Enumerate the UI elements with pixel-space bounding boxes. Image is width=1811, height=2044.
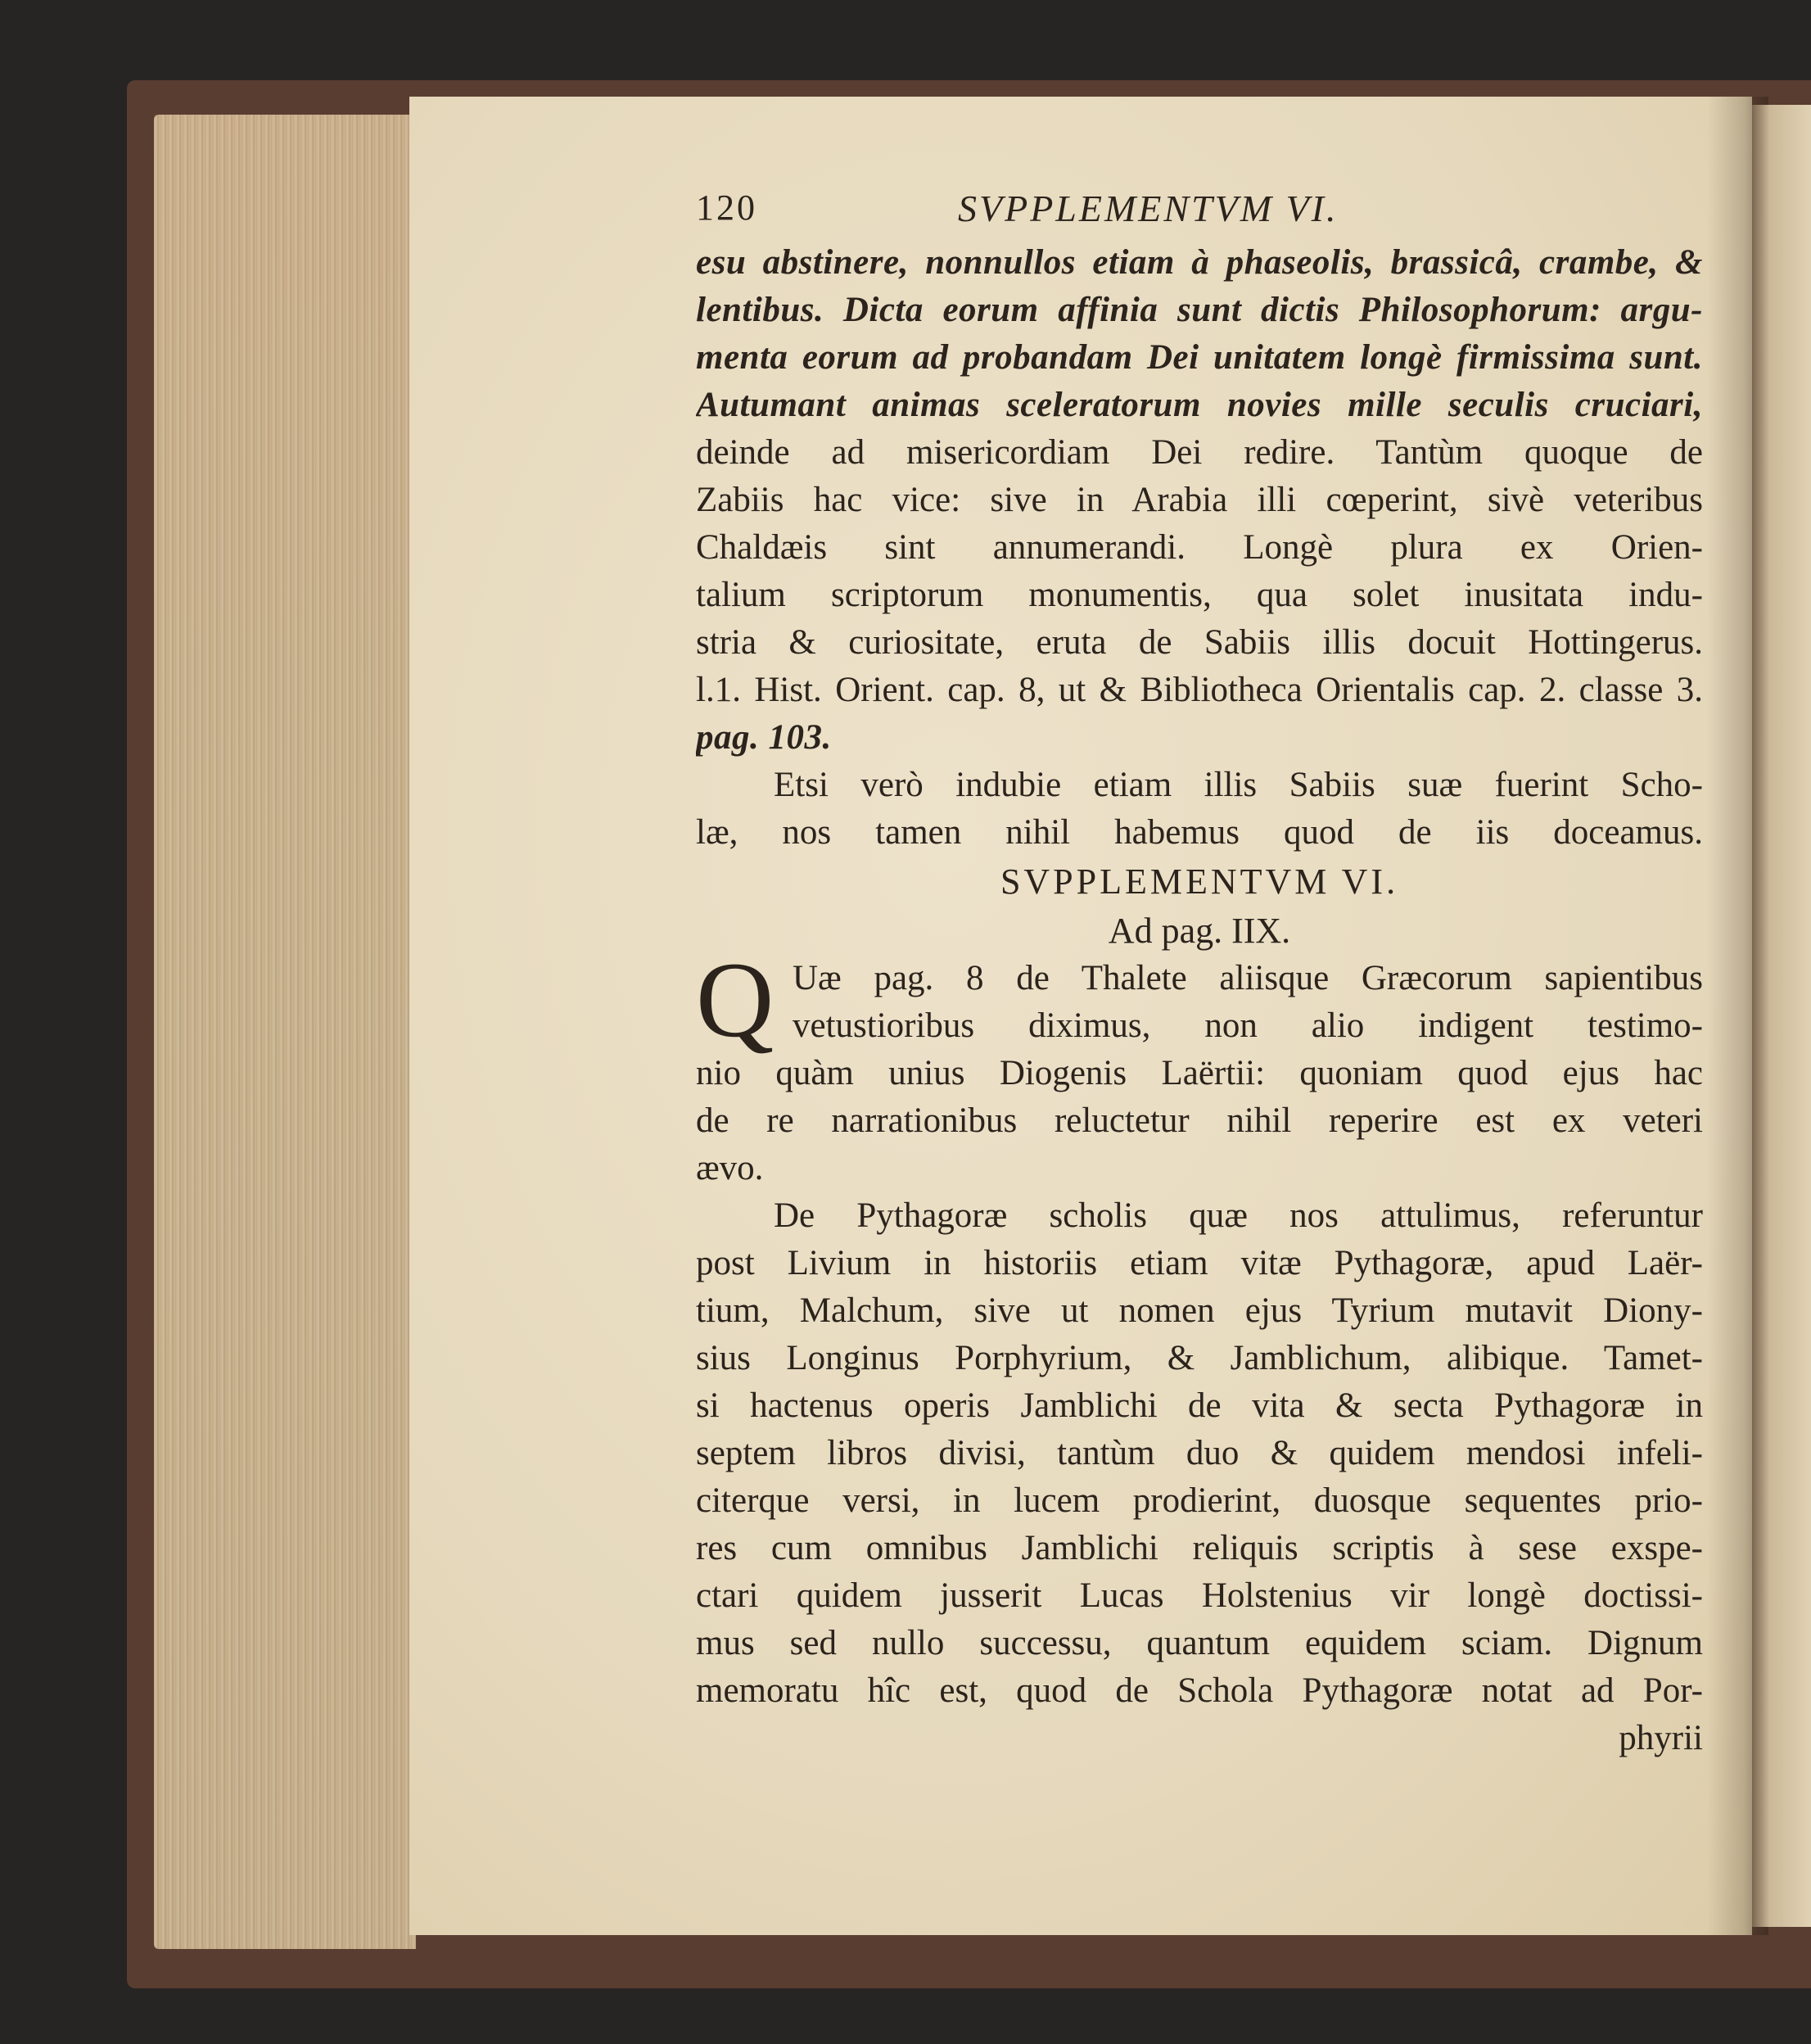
text-line: De Pythagoræ scholis quæ nos attulimus, referuntur	[774, 1196, 1703, 1235]
text-line: de re narrationibus reluctetur nihil reperire est ex veteri	[696, 1101, 1703, 1140]
running-head	[696, 182, 1703, 239]
text-line: Zabiis hac vice: sive in Arabia illi cœperint, sivè veteribus	[696, 481, 1703, 519]
text-line: pag. 103.	[696, 718, 832, 757]
paragraph-thales-lines	[696, 955, 1703, 1192]
page-number: 120	[696, 188, 757, 228]
text-line: Etsi verò indubie etiam illis Sabiis suæ fuerint Scho-	[774, 766, 1703, 804]
text-line: l.1. Hist. Orient. cap. 8, ut & Bibliotheca Orientalis cap. 2. classe 3.	[696, 671, 1703, 709]
paragraph-scholae	[696, 762, 1703, 857]
text-line: Chaldæis sint annumerandi. Longè plura ex Orien-	[696, 528, 1703, 567]
paragraph-thales	[696, 939, 1703, 1192]
drop-cap: Q	[696, 939, 775, 1060]
text-line: res cum omnibus Jamblichi reliquis scriptis à sese exspe-	[696, 1529, 1703, 1567]
catchword: phyrii	[1619, 1719, 1703, 1757]
text-line: menta eorum ad probandam Dei unitatem longè firmissima sunt.	[696, 338, 1703, 377]
section-heading: SVPPLEMENTVM VI.	[1000, 861, 1399, 902]
text-line: citerque versi, in lucem prodierint, duosque sequentes prio-	[696, 1481, 1703, 1520]
text-line: Autumant animas sceleratorum novies mille seculis cruciari,	[696, 386, 1703, 424]
text-line: talium scriptorum monumentis, qua solet inusitata indu-	[696, 576, 1703, 614]
text-line: deinde ad misericordiam Dei redire. Tantùm quoque de	[696, 433, 1703, 472]
text-line: stria & curiositate, eruta de Sabiis illis docuit Hottingerus.	[696, 623, 1703, 662]
text-line: tium, Malchum, sive ut nomen ejus Tyrium mutavit Diony-	[696, 1291, 1703, 1330]
text-line: mus sed nullo successu, quantum equidem sciam. Dignum	[696, 1624, 1703, 1662]
paragraph-pythagoras	[696, 1192, 1703, 1715]
paragraph-sabii	[696, 239, 1703, 762]
section-subheading: Ad pag. IIX.	[1108, 911, 1291, 951]
facing-page-edge	[1752, 105, 1811, 1927]
text-line: nio quàm unius Diogenis Laërtii: quoniam quod ejus hac	[696, 1054, 1703, 1092]
text-line: septem libros divisi, tantùm duo & quidem mendosi infeli-	[696, 1434, 1703, 1472]
text-line: Uæ pag. 8 de Thalete aliisque Græcorum sapientibus	[793, 959, 1703, 997]
text-line: ctari quidem jusserit Lucas Holstenius vir longè doctissi-	[696, 1576, 1703, 1615]
text-line: ævo.	[696, 1149, 764, 1187]
page-edges	[154, 115, 416, 1949]
text-line: sius Longinus Porphyrium, & Jamblichum, alibique. Tamet-	[696, 1339, 1703, 1377]
text-line: post Livium in historiis etiam vitæ Pythagoræ, apud Laër-	[696, 1244, 1703, 1282]
text-line: esu abstinere, nonnullos etiam à phaseolis, brassicâ, crambe, &	[696, 243, 1703, 282]
text-line: læ, nos tamen nihil habemus quod de iis doceamus.	[696, 813, 1703, 852]
text-line: si hactenus operis Jamblichi de vita & secta Pythagoræ in	[696, 1386, 1703, 1425]
running-head-title: SVPPLEMENTVM VI.	[958, 188, 1339, 229]
text-line: lentibus. Dicta eorum affinia sunt dictis Philosophorum: argu-	[696, 291, 1703, 329]
text-line: memoratu hîc est, quod de Schola Pythagoræ notat ad Por-	[696, 1671, 1703, 1710]
text-line: vetustioribus diximus, non alio indigent testimo-	[793, 1006, 1703, 1045]
page-text	[696, 182, 1703, 1762]
